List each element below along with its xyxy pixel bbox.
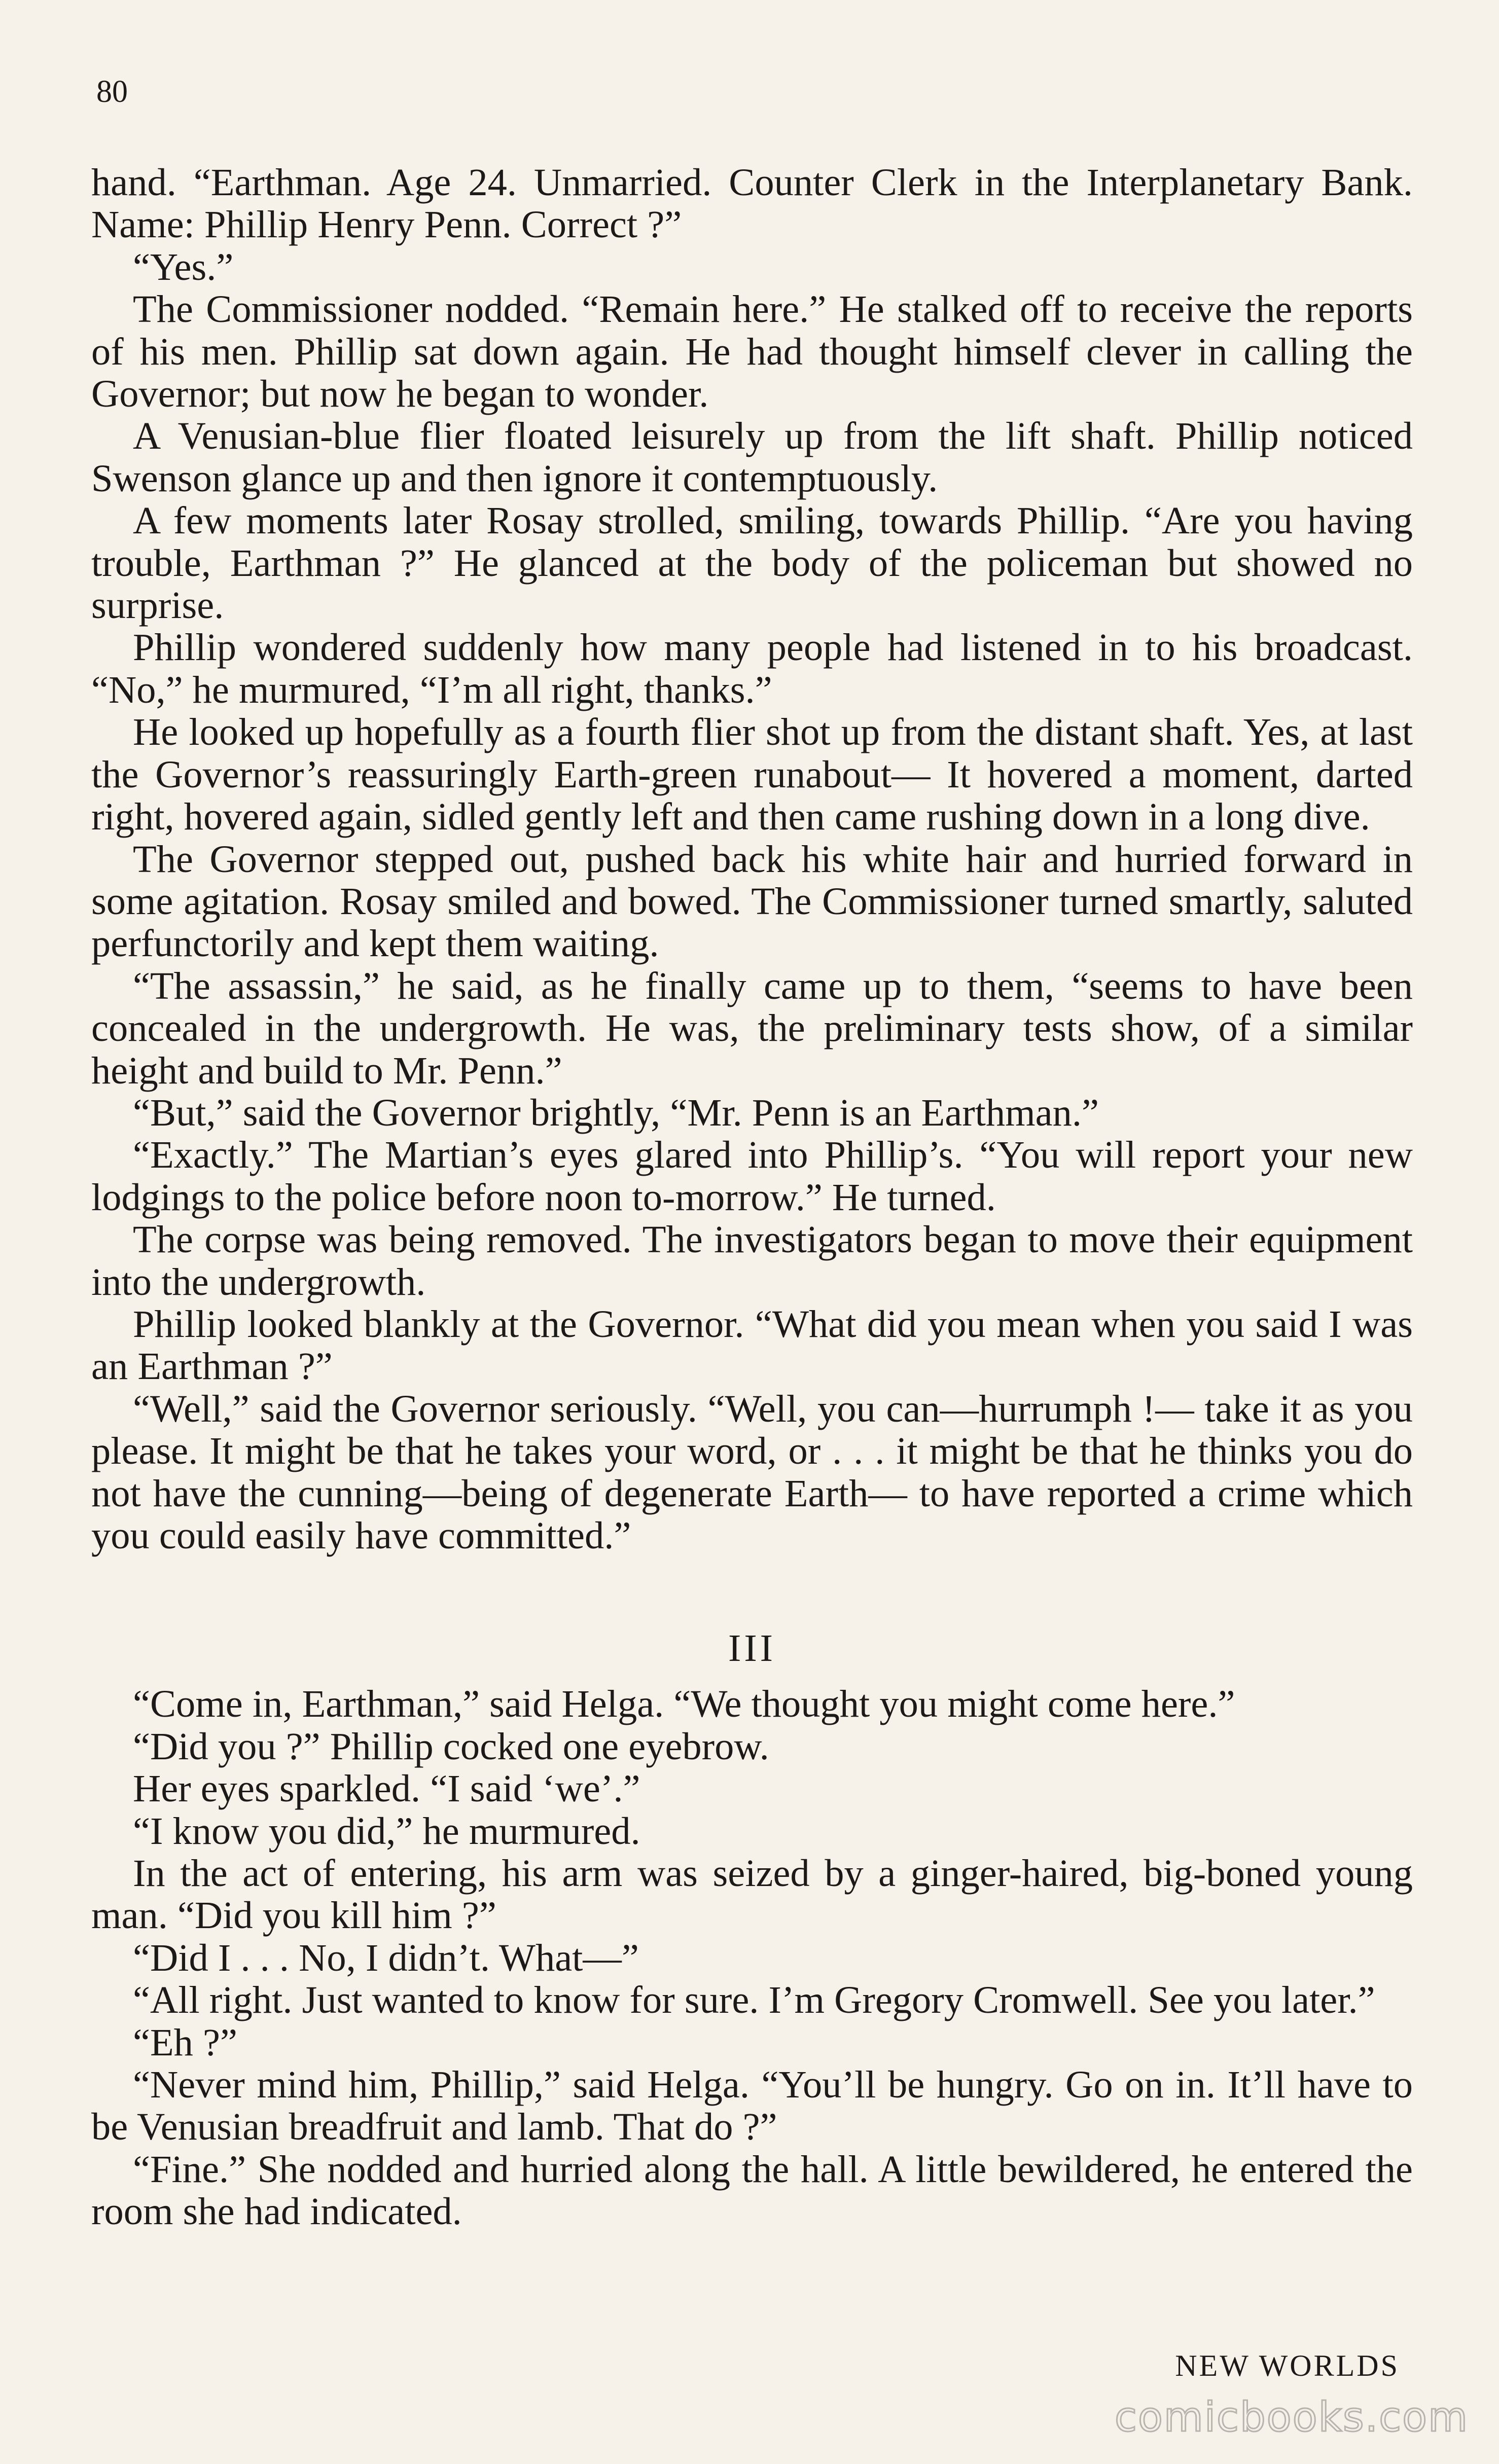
section-1 (91, 161, 1413, 1556)
paragraph: He looked up hopefully as a fourth flier shot up from the distant shaft. Yes, at last the Governor’s reassuringly Earth-green runabout— It hovered a moment, darted right, hovered again, sidled gently left and then came rushing down in a long dive. (91, 710, 1413, 839)
paragraph: The Commissioner nodded. “Remain here.” He stalked off to receive the reports of his men. Phillip sat down again. He had thought himself clever in calling the Governor; but now he began to wonder. (91, 287, 1413, 416)
paragraph: “But,” said the Governor brightly, “Mr. Penn is an Earthman.” (133, 1091, 1099, 1134)
paragraph: “Did you ?” Phillip cocked one eyebrow. (133, 1724, 769, 1768)
page-number: 80 (96, 75, 128, 109)
paragraph: Her eyes sparkled. “I said ‘we’.” (133, 1767, 640, 1810)
paragraph: Phillip wondered suddenly how many people had listened in to his broadcast. “No,” he murmured, “I’m all right, thanks.” (91, 626, 1413, 711)
paragraph: The corpse was being removed. The investigators began to move their equipment into the undergrowth. (91, 1218, 1413, 1303)
paragraph: “Did I . . . No, I didn’t. What—” (133, 1936, 639, 1979)
paragraph: In the act of entering, his arm was seized by a ginger-haired, big-boned young man. “Did you kill him ?” (91, 1852, 1413, 1937)
paragraph: “Eh ?” (133, 2020, 237, 2064)
paragraph: “Well,” said the Governor seriously. “Well, you can—hurrumph !— take it as you please. It might be that he takes your word, or . . . it might be that he thinks you do not have the cunning—being of degenerate Earth— to have reported a crime which you could easily have committed.” (91, 1387, 1413, 1557)
paragraph: “Never mind him, Phillip,” said Helga. “You’ll be hungry. Go on in. It’ll have to be Venusian breadfruit and lamb. That do ?” (91, 2063, 1413, 2149)
paragraph: “I know you did,” he murmured. (133, 1809, 640, 1853)
paragraph: A few moments later Rosay strolled, smiling, towards Phillip. “Are you having trouble, Earthman ?” He glanced at the body of the policeman but showed no surprise. (91, 499, 1413, 627)
running-footer: NEW WORLDS (1175, 2349, 1400, 2382)
paragraph: “The assassin,” he said, as he finally came up to them, “seems to have been concealed in the undergrowth. He was, the preliminary tests show, of a similar height and build to Mr. Penn.” (91, 964, 1413, 1092)
watermark: comicbooks.com (1114, 2394, 1469, 2441)
paragraph: hand. “Earthman. Age 24. Unmarried. Counter Clerk in the Interplanetary Bank. Name: Phillip Henry Penn. Correct ?” (91, 161, 1413, 246)
paragraph: “Come in, Earthman,” said Helga. “We thought you might come here.” (133, 1682, 1235, 1726)
section-heading: III (728, 1627, 776, 1670)
paragraph: “Fine.” She nodded and hurried along the hall. A little bewildered, he entered the room she had indicated. (91, 2147, 1413, 2233)
paragraph: A Venusian-blue flier floated leisurely up from the lift shaft. Phillip noticed Swenson glance up and then ignore it contemptuously. (91, 414, 1413, 500)
section-2 (91, 1683, 1413, 2232)
paragraph: The Governor stepped out, pushed back his white hair and hurried forward in some agitation. Rosay smiled and bowed. The Commissioner turned smartly, saluted perfunctorily and kept them waiting. (91, 837, 1413, 965)
paragraph: “Yes.” (133, 245, 234, 288)
paragraph: “All right. Just wanted to know for sure. I’m Gregory Cromwell. See you later.” (133, 1978, 1375, 2022)
paragraph: “Exactly.” The Martian’s eyes glared into Phillip’s. “You will report your new lodgings to the police before noon to-morrow.” He turned. (91, 1133, 1413, 1219)
paragraph: Phillip looked blankly at the Governor. “What did you mean when you said I was an Earthman ?” (91, 1302, 1413, 1388)
text-column (91, 161, 1413, 2233)
